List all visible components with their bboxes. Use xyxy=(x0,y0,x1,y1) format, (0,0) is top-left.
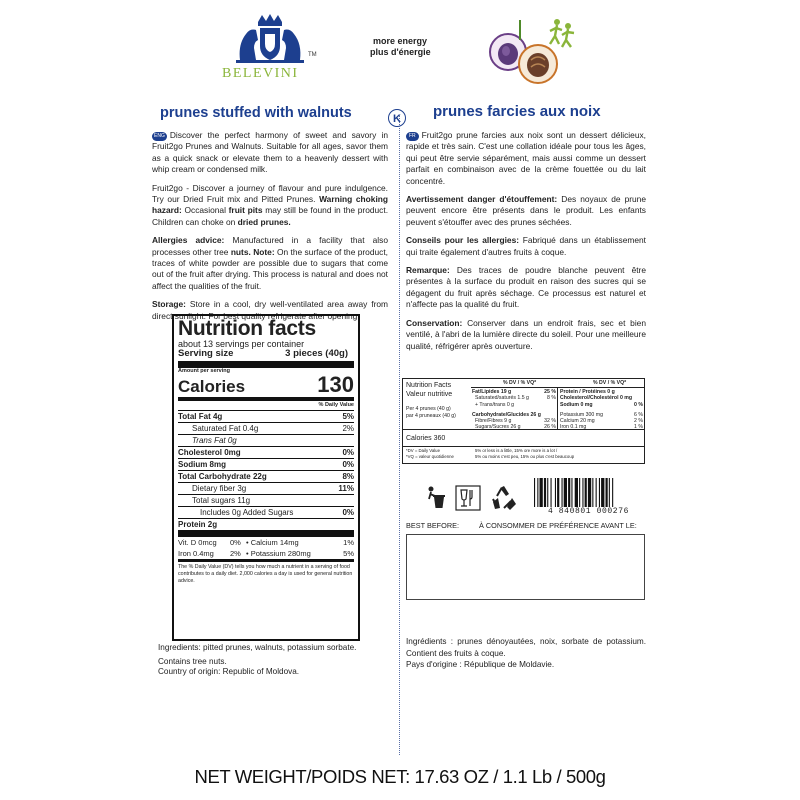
nf-row xyxy=(178,446,354,458)
nf-row-label: Total Carbohydrate 22g xyxy=(178,472,267,481)
fr-table-col-rule xyxy=(557,387,558,429)
nf-row-label: Trans Fat 0g xyxy=(192,436,237,445)
fr-table-cell-label: + Trans/trans 0 g xyxy=(475,401,515,408)
nutrition-facts-panel xyxy=(172,314,360,641)
barcode-bar xyxy=(596,478,597,508)
nf-row-dv: 0% xyxy=(342,448,354,457)
fr-table-cell xyxy=(472,402,556,408)
fr-table-cell xyxy=(472,424,556,430)
fr-table-cell-label: Carbohydrate/Glucides 26 g xyxy=(472,411,541,418)
fr-table-cell-label: Saturated/saturés 1.5 g xyxy=(475,395,529,402)
nf-row xyxy=(178,494,354,506)
fr-lang-badge: FR xyxy=(406,132,419,141)
barcode-bar xyxy=(557,478,559,508)
barcode-bar xyxy=(582,478,583,508)
nf-vitamin-b-dv: 5% xyxy=(343,549,354,558)
fr-nutrition-table xyxy=(402,378,645,464)
nf-row-dv: 0% xyxy=(342,460,354,469)
fr-table-cell-label: Sodium 0 mg xyxy=(560,401,593,408)
nf-vitamin-a: Iron 0.4mg xyxy=(178,549,214,558)
fr-table-cell-value: 1 % xyxy=(634,424,643,431)
fr-table-cell-value: 26 % xyxy=(544,424,556,431)
nf-serving-size-label: Serving size xyxy=(178,348,234,359)
nf-row-dv: 8% xyxy=(342,472,354,481)
nf-row xyxy=(178,434,354,446)
nf-vitamin-a-dv: 0% xyxy=(230,538,241,547)
brand-logo xyxy=(220,12,320,84)
fr-table-rule xyxy=(403,446,645,447)
nf-calories-label: Calories xyxy=(178,377,246,396)
nf-row xyxy=(178,458,354,470)
nf-row-label: Sodium 8mg xyxy=(178,460,227,469)
fr-conservation-label: Conservation: xyxy=(406,317,463,328)
barcode-bar xyxy=(544,478,546,508)
nf-row-label: Protein 2g xyxy=(178,520,218,529)
nf-amount-per-serving: Amount per serving xyxy=(178,368,230,374)
fr-table-cell xyxy=(560,402,643,408)
en-allergy-text: Manufactured in a facility that also processes other tree xyxy=(152,235,388,257)
en-p2-text: Fruit2go - Discover a journey of flavour and pure indulgence. Try our Dried Fruit mix and Pitted Prunes. xyxy=(152,182,388,205)
fr-ingredients: Ingrédients : prunes dénoyautées, noix, sorbate de potassium. Contient des fruits à coque. xyxy=(406,637,646,658)
fr-conservation xyxy=(406,318,646,352)
nf-row-dv: 11% xyxy=(338,484,354,493)
barcode-bar xyxy=(571,478,572,508)
nf-vitamin-b-dv: 1% xyxy=(343,538,354,547)
fr-table-title-fr: Valeur nutritive xyxy=(406,391,453,398)
en-warning-text-b: may still be found in the product. Children can choke on xyxy=(152,205,389,227)
nf-row xyxy=(178,410,354,422)
nf-row-label: Cholesterol 0mg xyxy=(178,448,241,457)
barcode-bar xyxy=(601,478,604,508)
en-allergy xyxy=(152,235,388,292)
en-allergy-nuts: nuts. xyxy=(230,246,251,257)
fr-table-calories: Calories 360 xyxy=(406,435,446,442)
fr-origin: Pays d'origine : République de Moldavie. xyxy=(406,660,555,669)
en-intro-text: Discover the perfect harmony of sweet and savory in Fruit2go Prunes and Walnuts. Suitable for all ages, savor them as a quick snack or elevate them to a heavenly dessert with whip cream or condensed milk. xyxy=(152,130,388,175)
brand-tm: TM xyxy=(308,52,317,58)
barcode-bar xyxy=(537,478,538,508)
kosher-badge xyxy=(388,109,406,127)
barcode-bar xyxy=(534,478,535,508)
nf-calories-value: 130 xyxy=(317,372,354,397)
en-warning-bold-b: dried prunes. xyxy=(237,216,291,227)
fr-table-per-en: Per 4 prunes (40 g) xyxy=(406,406,451,412)
barcode-bar xyxy=(599,478,600,508)
barcode-bar xyxy=(588,478,591,508)
fr-warning xyxy=(406,194,646,228)
nf-vitamin-a-dv: 2% xyxy=(230,549,241,558)
en-allergy-label: Allergies advice: xyxy=(152,235,225,246)
column-divider xyxy=(399,115,400,755)
fr-table-cell-label: Fibre/Fibres 9 g xyxy=(475,418,512,425)
kosher-k: K xyxy=(393,113,401,125)
nf-row-dv: 5% xyxy=(342,412,354,421)
best-before-label: BEST BEFORE: xyxy=(406,521,459,530)
en-storage-label: Storage: xyxy=(152,299,186,310)
en-warning-label: Warning choking hazard: xyxy=(152,194,389,216)
nf-vitamin-b: • Potassium 280mg xyxy=(246,549,311,558)
fr-allergy-label: Conseils pour les allergies: xyxy=(406,235,520,246)
barcode-bar xyxy=(564,478,567,508)
en-note-label: Note: xyxy=(253,246,275,257)
fr-table-cell-value: 2 % xyxy=(634,418,643,425)
nf-row-label: Total sugars 11g xyxy=(192,496,251,505)
barcode-bar xyxy=(555,478,556,508)
nf-footnote: The % Daily Value (DV) tells you how much a nutrient in a serving of food contributes to a daily diet. 2,000 calories a day is used for general nutrition advice. xyxy=(178,564,353,584)
fr-table-dv-header-1: % DV / % VQ* xyxy=(503,380,537,386)
fr-table-cell-value: 32 % xyxy=(544,418,556,425)
title-en: prunes stuffed with walnuts xyxy=(160,105,352,121)
en-ingredients-block xyxy=(158,643,394,678)
fr-table-cell-label: Cholesterol/Cholestérol 0 mg xyxy=(560,395,633,402)
fr-allergy-text: Fabriqué dans un établissement qui traite également d'autres fruits à coque. xyxy=(406,235,647,257)
fr-remark-text: Des traces de poudre blanche peuvent être présentes à la surface du produit en raison des sucres qui se dégagent du fruit après séchage. Ce processus est naturel et n'affecte pas la qualité du fruit. xyxy=(406,265,646,310)
en-warning-bold-a: fruit pits xyxy=(228,205,263,216)
fr-table-cell-value: 6 % xyxy=(634,411,643,418)
fr-warning-label: Avertissement danger d'étouffement: xyxy=(406,194,558,205)
barcode-bar xyxy=(547,478,548,508)
barcode xyxy=(531,478,646,518)
nf-rule-thick-2 xyxy=(178,530,354,537)
best-before-label-fr: À CONSOMMER DE PRÉFÉRENCE AVANT LE: xyxy=(479,521,637,530)
fr-intro xyxy=(406,130,646,187)
en-text-block xyxy=(152,130,388,322)
nf-title: Nutrition facts xyxy=(178,317,316,340)
en-warning-text-a: Occasional xyxy=(184,205,226,216)
tagline-en: more energy xyxy=(373,36,428,46)
en-lang-badge: ENG xyxy=(154,133,165,139)
nf-vitamin-b: • Calcium 14mg xyxy=(246,538,299,547)
fr-table-col2 xyxy=(560,389,643,431)
fr-table-cell-value: 0 % xyxy=(634,401,643,408)
nf-row xyxy=(178,422,354,434)
best-before-box xyxy=(406,534,645,600)
fr-table-rule xyxy=(471,387,645,388)
fr-table-cell-label: Protein / Protéines 0 g xyxy=(560,389,615,395)
barcode-bar xyxy=(540,478,543,508)
barcode-bar xyxy=(592,478,593,508)
nf-row-dv: 0% xyxy=(342,508,354,517)
nf-row-dv: 2% xyxy=(342,424,354,433)
barcode-bar xyxy=(568,478,570,508)
plum-walnut-icon xyxy=(486,14,576,88)
fr-table-foot-d: 5% ou moins c'est peu, 15% ou plus c'est beaucoup xyxy=(475,454,575,459)
fr-conservation-text: Conserver dans un endroit frais, sec et bien ventilé, à l'abri de la lumière directe du soleil. Pour une meilleure qualité, réfrigérer après ouverture. xyxy=(406,317,646,351)
fr-table-cell-label: Calcium 20 mg xyxy=(560,418,595,425)
en-intro xyxy=(152,130,388,176)
fr-table-cell xyxy=(560,424,643,430)
fr-table-foot-a: *DV = Daily Value xyxy=(406,448,440,453)
nf-serving-size xyxy=(178,349,354,359)
fr-allergy xyxy=(406,235,646,258)
fr-remark-label: Remarque: xyxy=(406,265,450,276)
fr-text-block xyxy=(406,130,646,352)
fr-table-cell-label: Potassium 300 mg xyxy=(560,411,603,418)
nf-row-label: Dietary fiber 3g xyxy=(192,484,247,493)
brand-name: BELEVINI xyxy=(222,66,299,81)
barcode-bar xyxy=(609,478,610,508)
nf-row xyxy=(178,506,354,518)
tagline-fr: plus d'énergie xyxy=(370,47,431,57)
barcode-bar xyxy=(579,478,580,508)
en-storage-text: Store in a cool, dry well-ventilated area away from direct sunlight. For best quality refrigerate after opening. xyxy=(152,299,389,321)
en-origin: Country of origin: Republic of Moldova. xyxy=(158,667,300,676)
en-note-text: On the surface of the product, traces of white powder are possible due to sugars that come out of the fruit after drying. This process is natural and does not affect the qualities of the fruit. xyxy=(152,246,388,291)
net-weight: NET WEIGHT/POIDS NET: 17.63 OZ / 1.1 Lb / 500g xyxy=(194,766,606,787)
title-fr: prunes farcies aux noix xyxy=(433,103,601,120)
barcode-bar xyxy=(551,478,552,508)
nf-servings: about 13 servings per container xyxy=(178,339,305,349)
fr-warning-text: Des noyaux de prune peuvent encore être présents dans le produit. Les enfants peuvent s'étouffer avec des prunes séchées. xyxy=(406,194,646,227)
nf-calories-row xyxy=(178,372,354,397)
nf-row xyxy=(178,482,354,494)
crest-icon xyxy=(220,12,320,70)
fr-table-foot-c: 5% or less is a little, 15% ore more is a lot / xyxy=(475,448,558,453)
fruit-runner-illustration xyxy=(486,14,576,88)
nf-rule-bottom xyxy=(178,559,354,562)
fr-remark xyxy=(406,265,646,311)
fr-table-cell-value: 8 % xyxy=(547,395,556,402)
fr-table-cell-value: 25 % xyxy=(544,389,556,395)
nf-row xyxy=(178,518,354,530)
nf-row-label: Saturated Fat 0.4g xyxy=(192,424,259,433)
recycle-icon xyxy=(490,484,518,512)
en-paragraph-2 xyxy=(152,183,388,229)
en-contains: Contains tree nuts. xyxy=(158,656,227,666)
trash-bin-icon xyxy=(425,485,447,511)
nf-serving-size-value: 3 pieces (40g) xyxy=(285,348,348,359)
fr-intro-text: Fruit2go prune farcies aux noix sont un dessert délicieux, rapide et très sain. C'est une collation idéale pour tous les âges, qui peut être servie séparément, mais aussi comme un dessert parfait en combinaison avec de la crème fouettée ou du lait concentré. xyxy=(406,130,646,186)
fr-table-foot-b: *VQ = valeur quotidienne xyxy=(406,454,454,459)
barcode-bar xyxy=(612,478,613,508)
nf-vitamin-a: Vit. D 0mcg xyxy=(178,538,217,547)
fr-table-col1 xyxy=(472,389,556,431)
nf-row xyxy=(178,470,354,482)
fr-table-per-fr: par 4 pruneaux (40 g) xyxy=(406,413,456,419)
nf-vitamin-row xyxy=(178,548,354,559)
barcode-bar xyxy=(606,478,608,508)
fr-table-cell-label: Fat/Lipides 19 g xyxy=(472,389,512,395)
fr-table-title-en: Nutrition Facts xyxy=(406,382,452,389)
fr-table-cell-label: Sugars/Sucres 26 g xyxy=(475,424,521,431)
fr-table-dv-header-2: % DV / % VQ* xyxy=(593,380,627,386)
fr-ingredients-block xyxy=(406,636,646,671)
fr-table-cell-label: Iron 0.1 mg xyxy=(560,424,587,431)
nf-dv-header: % Daily Value xyxy=(318,402,354,408)
barcode-bar xyxy=(575,478,578,508)
barcode-digits: 4 840801 000276 xyxy=(531,507,646,517)
barcode-bar xyxy=(562,478,563,508)
nf-vitamin-row xyxy=(178,537,354,548)
food-safe-icon xyxy=(455,485,481,511)
nf-rule-thick xyxy=(178,361,354,368)
en-ingredients: Ingredients: pitted prunes, walnuts, potassium sorbate. xyxy=(158,643,357,652)
nf-row-label: Total Fat 4g xyxy=(178,412,223,421)
nf-row-label: Includes 0g Added Sugars xyxy=(200,508,294,517)
barcode-bar xyxy=(585,478,587,508)
